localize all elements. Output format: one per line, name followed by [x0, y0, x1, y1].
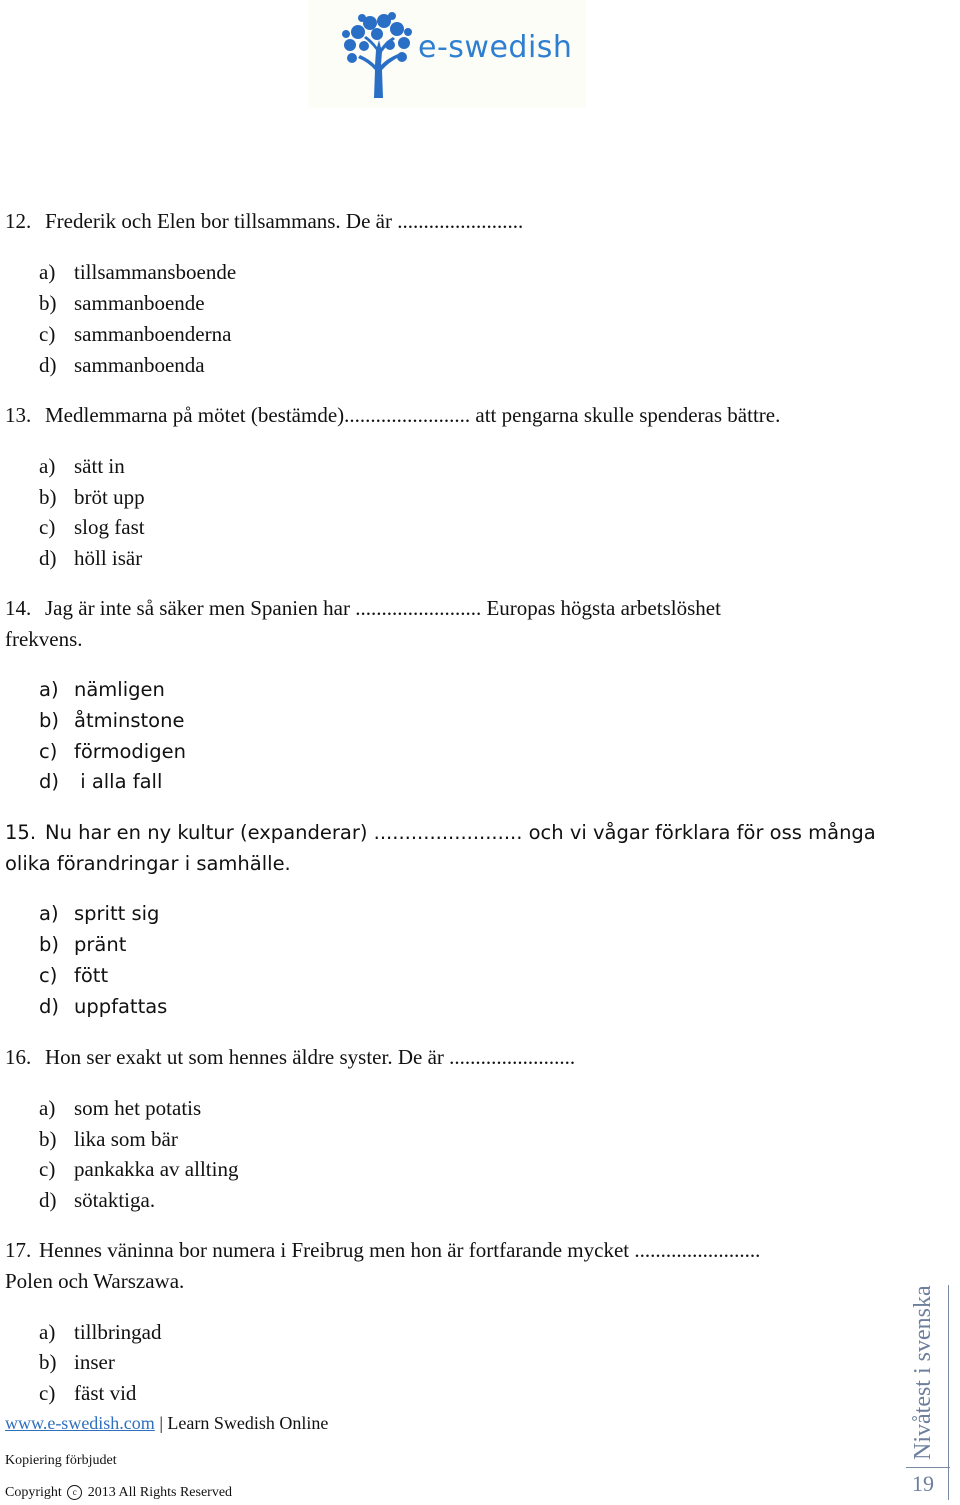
- footer-tagline: Learn Swedish Online: [167, 1413, 329, 1433]
- option-12d: d) sammanboenda: [39, 353, 205, 377]
- question-text: Nu har en ny kultur (expanderar) ........................ och vi vågar förklara för oss många: [45, 821, 876, 844]
- option-16d: d) sötaktiga.: [39, 1188, 156, 1212]
- option-12c: c) sammanboenderna: [39, 322, 232, 346]
- question-number: 12.: [5, 209, 32, 233]
- question-16: [5, 1042, 885, 1073]
- option-14d: d) i alla fall: [39, 770, 163, 793]
- question-number: 15.: [5, 821, 37, 844]
- question-15-continuation: olika förandringar i samhälle.: [5, 852, 291, 875]
- logo-text: e-swedish: [418, 30, 573, 65]
- option-17a: a) tillbringad: [39, 1320, 162, 1344]
- option-13d: d) höll isär: [39, 546, 143, 570]
- question-text: Hon ser exakt ut som hennes äldre syster. De är ........................: [45, 1045, 576, 1069]
- question-12: [5, 206, 885, 237]
- question-14-continuation: frekvens.: [5, 627, 83, 651]
- question-text: Frederik och Elen bor tillsammans. De är ........................: [45, 209, 524, 233]
- question-17-continuation: Polen och Warszawa.: [5, 1269, 185, 1293]
- question-text: Jag är inte så säker men Spanien har ........................ Europas högsta arbetslöshet: [45, 596, 721, 620]
- option-14c: c) förmodigen: [39, 740, 186, 763]
- question-number: 13.: [5, 403, 32, 427]
- question-text: Hennes väninna bor numera i Freibrug men hon är fortfarande mycket ........................: [39, 1238, 761, 1262]
- option-15c: c) fött: [39, 964, 109, 987]
- option-17b: b) inser: [39, 1350, 115, 1374]
- footer-line: [5, 1413, 328, 1434]
- option-14b: b) åtminstone: [39, 709, 185, 732]
- question-14: [5, 593, 885, 624]
- side-title: Nivåtest i svenska: [910, 1285, 936, 1460]
- option-16c: c) pankakka av allting: [39, 1157, 239, 1181]
- option-15a: a) spritt sig: [39, 902, 160, 925]
- option-14a: a) nämligen: [39, 678, 165, 701]
- option-15b: b) pränt: [39, 933, 127, 956]
- website-link[interactable]: www.e-swedish.com: [5, 1413, 155, 1433]
- option-13c: c) slog fast: [39, 515, 145, 539]
- option-12a: a) tillsammansboende: [39, 260, 237, 284]
- tree-logo-icon: [338, 10, 416, 98]
- option-13a: a) sätt in: [39, 454, 125, 478]
- page-number: 19: [912, 1471, 934, 1496]
- footer-separator: |: [159, 1413, 163, 1433]
- question-13: [5, 400, 885, 431]
- page-number-divider: [906, 1467, 950, 1468]
- copy-notice: Kopiering förbjudet: [5, 1453, 117, 1468]
- question-number: 17.: [5, 1238, 32, 1262]
- question-number: 16.: [5, 1045, 32, 1069]
- copyright: Copyright c 2013 All Rights Reserved: [5, 1485, 233, 1500]
- question-number: 14.: [5, 596, 32, 620]
- option-17c: c) fäst vid: [39, 1381, 137, 1405]
- option-15d: d) uppfattas: [39, 995, 168, 1018]
- question-17: [5, 1235, 885, 1266]
- question-15: [5, 818, 885, 849]
- logo: [308, 0, 586, 108]
- option-16b: b) lika som bär: [39, 1127, 178, 1151]
- option-13b: b) bröt upp: [39, 485, 145, 509]
- copyright-icon: c: [67, 1485, 82, 1500]
- option-12b: b) sammanboende: [39, 291, 205, 315]
- question-text: Medlemmarna på mötet (bestämde)........................ att pengarna skulle spenderas bättre.: [45, 403, 781, 427]
- option-16a: a) som het potatis: [39, 1096, 202, 1120]
